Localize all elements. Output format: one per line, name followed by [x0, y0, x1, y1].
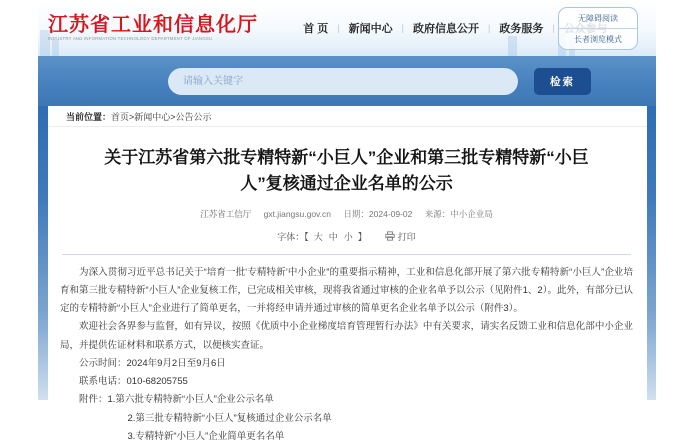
site-header [38, 0, 656, 56]
meta-site-url: gxt.jiangsu.gov.cn [263, 208, 332, 219]
article-title: 关于江苏省第六批专精特新“小巨人”企业和第三批专精特新“小巨人”复核通过企业名单的公示 [104, 148, 589, 194]
attachment-link-2[interactable]: 2.第三批专精特新“小巨人”复核通过企业公示名单 [127, 412, 332, 424]
meta-date: 日期：2024-09-02 [343, 208, 413, 219]
print-label: 打印 [397, 231, 416, 242]
attachment-link-1[interactable]: 附件：1.第六批专精特新“小巨人”企业公示名单 [79, 394, 274, 406]
elder-mode-button[interactable]: 长者浏览模式 [559, 28, 637, 49]
nav-separator: | [401, 23, 404, 33]
article-body [60, 264, 633, 446]
site-wrapper [38, 0, 656, 442]
attachment-link-3[interactable]: 3.专精特新“小巨人”企业简单更名名单 [127, 430, 285, 442]
skyline-decoration [40, 30, 50, 56]
publicity-period-line: 公示时间：2024年9月2日至9月6日 [79, 357, 226, 369]
site-logo-subtitle: INDUSTRY AND INFORMATION TECHNOLOGY DEPARTMENT OF JIANGSU [48, 36, 213, 41]
meta-source: 来源：中小企业局 [424, 208, 493, 219]
content-area [38, 106, 656, 442]
site-logo-title: 江苏省工业和信息化厅 [48, 13, 258, 36]
skyline-decoration [52, 40, 59, 56]
breadcrumb-label: 当前位置： [66, 111, 112, 122]
article-paragraph: 为深入贯彻习近平总书记关于“培育一批‘专精特新’中小企业”的重要指示精神，工业和信息化部开展了第六批专精特新“小巨人”企业培育和第三批专精特新“小巨人”企业复核工作，已完成相关审核，现将我省通过审核的企业名单予以公示（见附件1、2）。此外，有部分已认定的专精特新“小巨人”企业进行了简单更名，一并将经申请并通过审核的简单更名企业名单予以公示（附件3）。 [60, 266, 633, 315]
font-size-small-button[interactable]: 小 [343, 231, 353, 242]
nav-item-gov-info[interactable]: 政府信息公开 [413, 23, 479, 35]
nav-separator: | [337, 23, 340, 33]
article-paragraph: 欢迎社会各界参与监督，如有异议，按照《优质中小企业梯度培育管理暂行办法》中有关要求，请实名反馈工业和信息化部中小企业局，并提供佐证材料和联系方式，以便核实查证。 [60, 321, 633, 351]
font-size-label: 字体：【 [277, 231, 309, 242]
site-logo[interactable] [48, 14, 276, 43]
contact-phone-line: 联系电话：010-68205755 [79, 376, 188, 388]
breadcrumb [48, 106, 647, 127]
font-size-medium-button[interactable]: 中 [328, 231, 338, 242]
nav-separator: | [488, 23, 491, 33]
breadcrumb-path[interactable]: 首页>新闻中心>公告公示 [111, 111, 212, 122]
nav-item-home[interactable]: 首 页 [303, 23, 329, 35]
barrier-free-reading-button[interactable]: 无障碍阅读 [578, 14, 618, 23]
nav-item-gov-services[interactable]: 政务服务 [499, 23, 544, 35]
printer-icon [385, 231, 395, 241]
nav-item-news-center[interactable]: 新闻中心 [348, 23, 393, 35]
font-size-label-end: 】 [357, 231, 367, 242]
search-band [38, 56, 656, 106]
print-button[interactable] [385, 230, 416, 243]
font-print-toolbar [60, 230, 633, 243]
search-button[interactable]: 检索 [534, 68, 591, 95]
accessibility-widget [558, 7, 638, 50]
nav-separator: | [552, 23, 555, 33]
meta-divider [62, 254, 631, 255]
font-size-large-button[interactable]: 大 [313, 231, 323, 242]
meta-agency: 江苏省工信厅 [200, 208, 252, 219]
article-meta [60, 208, 633, 220]
article [48, 127, 647, 446]
search-input[interactable] [168, 68, 518, 95]
article-card [48, 106, 647, 442]
skyline-decoration [508, 36, 517, 56]
